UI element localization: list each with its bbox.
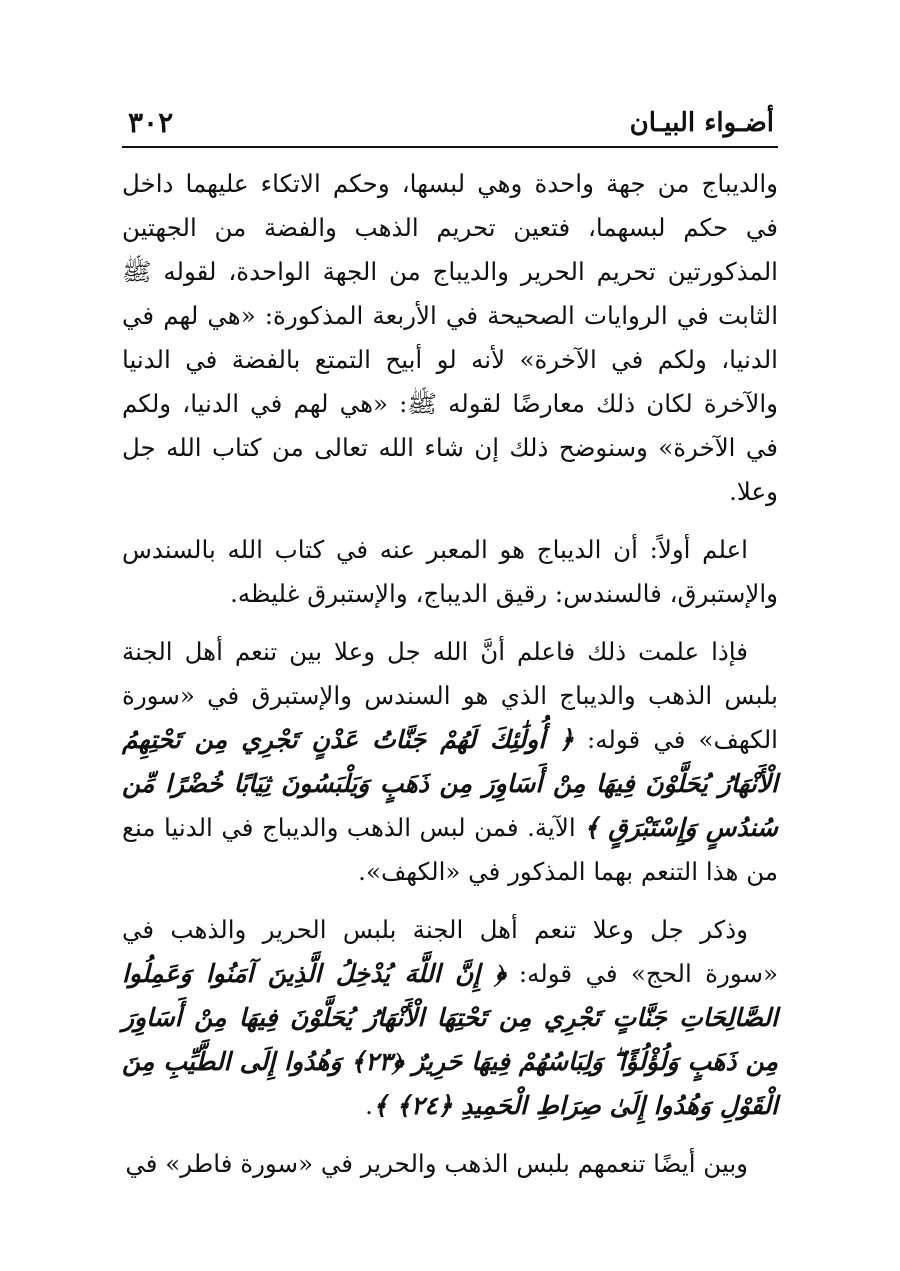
paragraph-text: . [365,1091,373,1120]
paragraph-text: وذكر جل وعلا تنعم أهل الجنة بلبس الحرير والذهب في «سورة الحج» في قوله: [122,915,778,988]
paragraph-text: وبين أيضًا تنعمهم بلبس الذهب والحرير في «سورة فاطر» في [125,1149,748,1178]
paragraph-text: فإذا علمت ذلك فاعلم أنَّ الله جل وعلا بين تنعم أهل الجنة بلبس الذهب والديباج الذي هو السندس والإستبرق في «سورة الكهف» في قوله: [122,637,778,754]
paragraph-text: الآية. فمن لبس الذهب والديباج في الدنيا منع من هذا التنعم بهما المذكور في «الكهف». [122,813,778,886]
paragraph-text: والديباج من جهة واحدة وهي لبسها، وحكم الاتكاء عليهما داخل في حكم لبسهما، فتعين تحريم الذهب والفضة من الجهتين المذكورتين تحريم الحرير والديباج من الجهة الواحدة، لقوله ﷺ الثابت في الروايات الصحيحة في الأربعة المذكورة: «هي لهم في الدنيا، ولكم في الآخرة» لأنه لو أبيح التمتع بالفضة في الدنيا والآخرة لكان ذلك معارضًا لقوله ﷺ: «هي لهم في الدنيا، ولكم في الآخرة» وسنوضح ذلك إن شاء الله تعالى من كتاب الله جل وعلا. [122,169,778,506]
book-title: أضـواء البيـان [629,108,774,138]
paragraph-3 [122,630,778,894]
page [122,100,778,1200]
page-number: ٣٠٢ [128,106,174,139]
paragraph-4 [122,908,778,1128]
paragraph-text: اعلم أولاً: أن الديباج هو المعبر عنه في كتاب الله بالسندس والإستبرق، فالسندس: رقيق الديباج، والإستبرق غليظه. [122,535,778,608]
quran-verse-hajj: ﴿ إِنَّ اللَّهَ يُدْخِلُ الَّذِينَ آمَنُوا وَعَمِلُوا الصَّالِحَاتِ جَنَّاتٍ تَجْرِي مِن تَحْتِهَا الْأَنْهَارُ يُحَلَّوْنَ فِيهَا مِنْ أَسَاوِرَ مِن ذَهَبٍ وَلُؤْلُؤًا ۖ وَلِبَاسُهُمْ فِيهَا حَرِيرٌ ﴿٢٣﴾ وَهُدُوا إِلَى الطَّيِّبِ مِنَ الْقَوْلِ وَهُدُوا إِلَىٰ صِرَاطِ الْحَمِيدِ ﴿٢٤﴾ ﴾ [122,959,778,1120]
paragraph-1 [122,162,778,514]
paragraph-2 [122,528,778,616]
body-text [122,162,778,1186]
page-header [122,100,778,148]
quran-verse-kahf: ﴿ أُولَٰئِكَ لَهُمْ جَنَّاتُ عَدْنٍ تَجْرِي مِن تَحْتِهِمُ الْأَنْهَارُ يُحَلَّوْنَ فِيهَا مِنْ أَسَاوِرَ مِن ذَهَبٍ وَيَلْبَسُونَ ثِيَابًا خُضْرًا مِّن سُندُسٍ وَإِسْتَبْرَقٍ ﴾ [122,725,778,842]
paragraph-5 [122,1142,778,1186]
